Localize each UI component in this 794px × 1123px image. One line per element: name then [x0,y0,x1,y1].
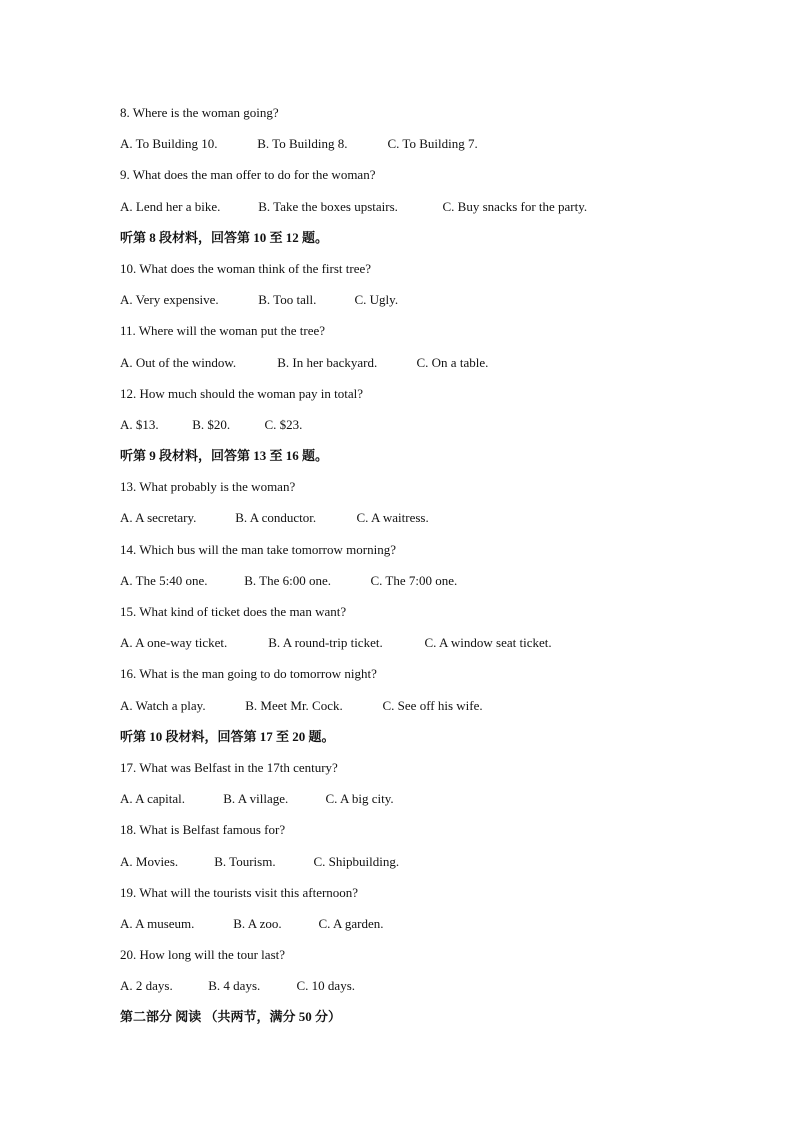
option-c: C. On a table. [416,354,489,370]
option-a: A. Movies. [120,853,179,869]
question-18: 18. What is Belfast famous for? [120,822,286,838]
question-13: 13. What probably is the woman? [120,479,296,495]
options-14 [120,572,740,603]
option-a: A. Lend her a bike. [120,198,221,214]
option-b: B. $20. [192,416,231,432]
option-b: B. A round-trip ticket. [268,635,383,651]
options-9 [120,198,740,229]
option-a: A. $13. [120,416,159,432]
question-14: 14. Which bus will the man take tomorrow morning? [120,541,396,557]
option-b: B. The 6:00 one. [244,572,332,588]
option-b: B. Too tall. [258,292,317,308]
section-heading-9: 听第 9 段材料，回答第 13 至 16 题。 [120,448,329,464]
option-b: B. Tourism. [214,853,276,869]
option-c: C. A garden. [318,915,384,931]
option-a: A. 2 days. [120,978,173,994]
option-a: A. Very expensive. [120,292,219,308]
options-16 [120,697,740,728]
question-20: 20. How long will the tour last? [120,947,286,963]
question-19: 19. What will the tourists visit this afternoon? [120,884,359,900]
option-c: C. The 7:00 one. [370,572,458,588]
option-b: B. Take the boxes upstairs. [258,198,398,214]
option-a: A. Watch a play. [120,697,206,713]
options-17 [120,790,740,821]
options-15 [120,634,740,665]
part-two-heading: 第二部分 阅读 （共两节，满分 50 分） [120,1009,342,1025]
option-b: B. A conductor. [235,510,317,526]
option-c: C. See off his wife. [382,697,483,713]
options-8 [120,135,740,166]
document-page [120,104,740,1040]
options-10 [120,291,740,322]
option-c: C. A big city. [325,791,394,807]
question-17: 17. What was Belfast in the 17th century? [120,759,338,775]
options-11 [120,354,740,385]
options-20 [120,977,740,1008]
option-c: C. Shipbuilding. [313,853,400,869]
question-11: 11. Where will the woman put the tree? [120,323,326,339]
option-c: C. A waitress. [356,510,429,526]
option-a: A. To Building 10. [120,136,218,152]
option-b: B. To Building 8. [257,136,348,152]
option-b: B. A zoo. [233,915,282,931]
option-c: C. Buy snacks for the party. [442,198,588,214]
option-a: A. A secretary. [120,510,197,526]
question-15: 15. What kind of ticket does the man want? [120,604,347,619]
section-heading-10: 听第 10 段材料，回答第 17 至 20 题。 [120,728,335,744]
option-b: B. 4 days. [208,978,261,994]
option-b: B. A village. [223,791,289,807]
option-c: C. $23. [264,416,303,432]
question-16: 16. What is the man going to do tomorrow night? [120,666,377,682]
options-18 [120,853,740,884]
section-heading-8: 听第 8 段材料，回答第 10 至 12 题。 [120,229,329,245]
option-a: A. A museum. [120,915,195,931]
option-c: C. A window seat ticket. [424,635,552,651]
question-12: 12. How much should the woman pay in total? [120,385,363,401]
option-a: A. A capital. [120,791,185,807]
option-a: A. Out of the window. [120,354,237,370]
options-12 [120,416,740,447]
option-a: A. The 5:40 one. [120,572,208,588]
option-b: B. Meet Mr. Cock. [245,697,343,713]
option-c: C. Ugly. [354,292,399,308]
options-19 [120,915,740,946]
option-a: A. A one-way ticket. [120,635,228,651]
question-10: 10. What does the woman think of the first tree? [120,260,372,276]
question-8: 8. Where is the woman going? [120,105,279,120]
option-c: C. 10 days. [296,978,355,994]
option-b: B. In her backyard. [277,354,378,370]
options-13 [120,509,740,540]
question-9: 9. What does the man offer to do for the woman? [120,167,376,183]
option-c: C. To Building 7. [387,136,478,152]
